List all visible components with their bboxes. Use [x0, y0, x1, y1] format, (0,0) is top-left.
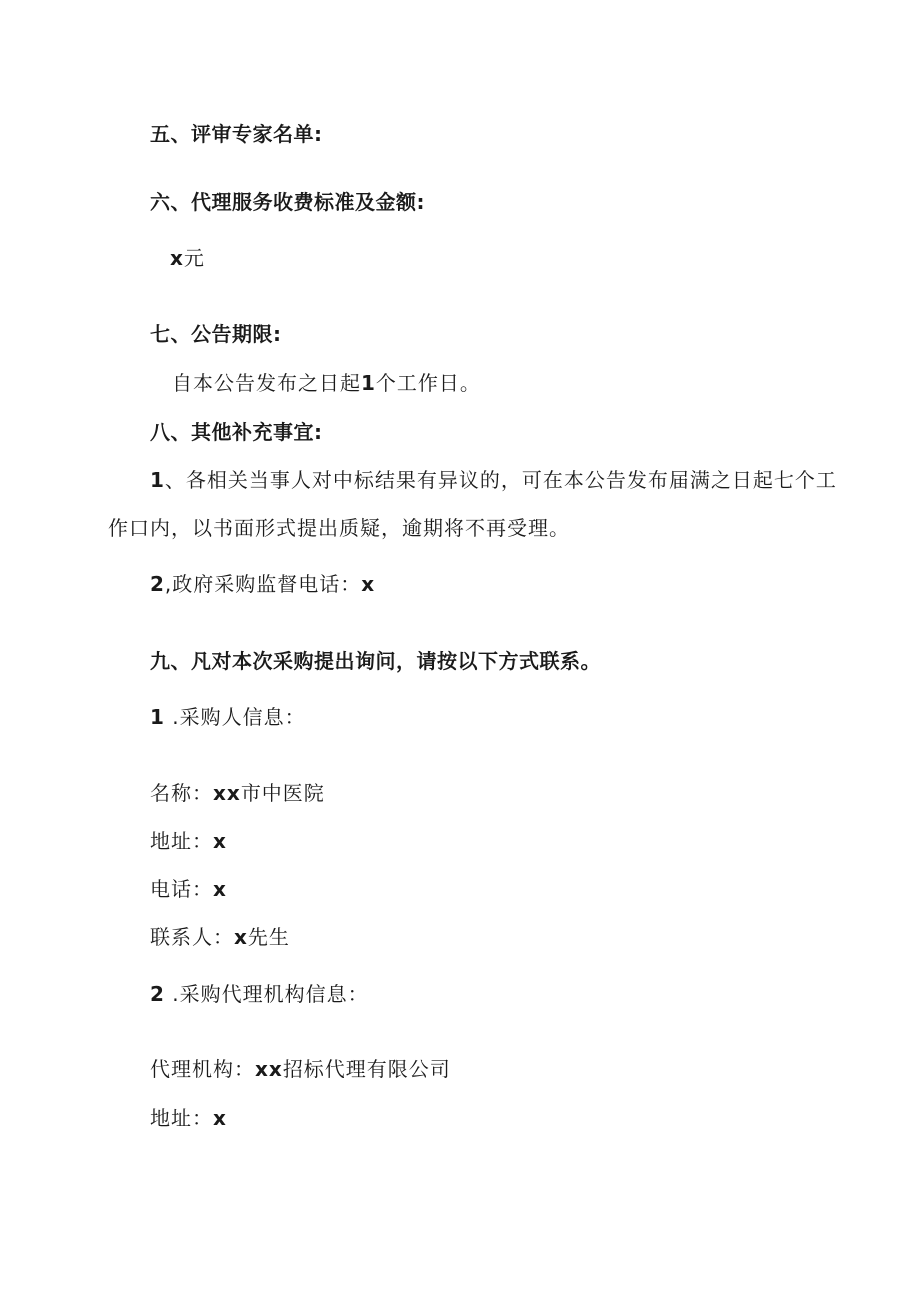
agency-name-label: 代理机构： — [150, 1057, 255, 1081]
section-7-heading: 七、公告期限: — [150, 322, 282, 346]
buyer-contact-line — [150, 925, 290, 949]
agency-address-value: x — [213, 1106, 227, 1130]
buyer-address-value: x — [213, 829, 227, 853]
buyer-name-value: 市中医院 — [240, 781, 325, 805]
agency-info-label: .采购代理机构信息： — [164, 982, 369, 1006]
agency-address-line — [150, 1106, 227, 1130]
agency-info-title — [150, 982, 369, 1006]
section-5-heading: 五、评审专家名单: — [150, 122, 323, 146]
agency-info-number: 2 — [150, 982, 165, 1006]
section-8-heading: 八、其他补充事宜: — [150, 420, 323, 444]
buyer-info-title — [150, 705, 306, 729]
buyer-phone-label: 电话： — [150, 877, 213, 901]
buyer-name-placeholder: xx — [213, 781, 241, 805]
agency-name-placeholder: xx — [255, 1057, 283, 1081]
item-2-phone: x — [361, 572, 376, 596]
agency-fee-amount — [170, 246, 205, 270]
notice-period-suffix: 个工作日。 — [375, 371, 481, 395]
item-2-text: ,政府采购监督电话： — [164, 572, 362, 596]
buyer-info-number: 1 — [150, 705, 165, 729]
section-9-heading: 九、凡对本次采购提出询问，请按以下方式联系。 — [150, 649, 601, 673]
agency-name-value: 招标代理有限公司 — [282, 1057, 451, 1081]
item-2-number: 2 — [150, 572, 165, 596]
item-1-line-2: 作口内，以书面形式提出质疑，逾期将不再受理。 — [108, 516, 570, 540]
item-1-text-1: 、各相关当事人对中标结果有异议的，可在本公告发布届满之日起七个工 — [164, 468, 837, 492]
item-1-number: 1 — [150, 468, 165, 492]
buyer-contact-placeholder: x — [234, 925, 248, 949]
buyer-name-line — [150, 781, 325, 805]
item-2-line — [150, 572, 375, 596]
notice-period-prefix: 自本公告发布之日起 — [172, 371, 361, 395]
section-6-heading: 六、代理服务收费标准及金额: — [150, 190, 425, 214]
buyer-phone-line — [150, 877, 227, 901]
buyer-contact-value: 先生 — [247, 925, 290, 949]
fee-placeholder: x — [170, 246, 184, 270]
notice-period-text — [172, 371, 481, 395]
buyer-contact-label: 联系人： — [150, 925, 234, 949]
notice-period-days: 1 — [361, 371, 376, 395]
buyer-address-line — [150, 829, 227, 853]
item-1-line-1 — [150, 468, 837, 492]
buyer-phone-value: x — [213, 877, 227, 901]
agency-name-line — [150, 1057, 451, 1081]
buyer-address-label: 地址： — [150, 829, 213, 853]
buyer-name-label: 名称： — [150, 781, 213, 805]
agency-address-label: 地址： — [150, 1106, 213, 1130]
fee-unit: 元 — [183, 246, 205, 270]
buyer-info-label: .采购人信息： — [164, 705, 306, 729]
